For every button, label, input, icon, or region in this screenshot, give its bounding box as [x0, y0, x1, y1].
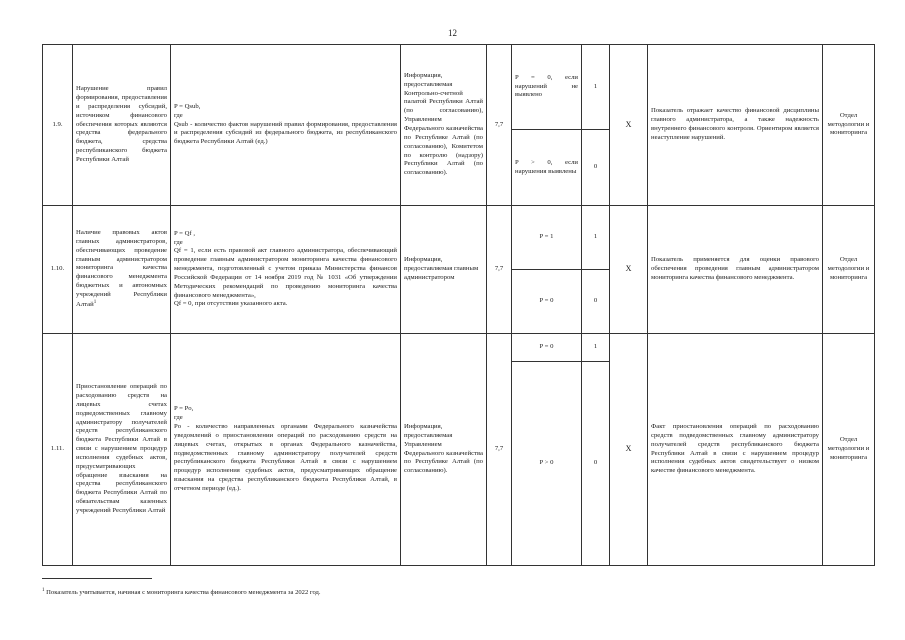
condition-score: 0 [582, 362, 610, 566]
indicator-formula: P = Po, где Po - количество направленных органами Федерального казначейства уведомлений о приостановлении операций по расходованию средств на лицевых счетах, открытых в органах Федерального казначейства, подведомственных главному администратору получателей средств республиканского бюджета Республики Алтай в связи с нарушением процедур исполнения судебных актов, предусматривающих обращение взыскания на средства республиканского бюджета Республики Алтай, в отчетном периоде (ед.). [171, 334, 401, 566]
indicator-name: Приостановление операций по расходованию средств на лицевых счетах подведомственных главному администратору получателей средств республиканского бюджета Республики Алтай в связи с нарушением процедур исполнения судебных актов, предусматривающих обращение взыскания на средства республиканского бюджета Республики Алтай по обязательствам казенных учреждений Республики Алтай [73, 334, 171, 566]
row-number: 1.9. [43, 45, 73, 206]
indicator-weight: 7,7 [487, 45, 512, 206]
indicator-formula: P = Qf , где Qf = 1, если есть правовой акт главного администратора, обеспечивающий проведение главным администратором мониторинга качества финансового менеджмента, подготовленный с учетом приказа Министерства финансов Российской Федерации от 14 ноября 2019 год № 1031 «Об утверждении Методических рекомендаций по проведению мониторинга качества финансового менеджмента», Qf = 0, при отсутствии указанного акта. [171, 206, 401, 334]
indicator-comment: Показатель отражает качество финансовой дисциплины главного администратора, а также надежность внутреннего финансового контроля. Ориентиром является неаступление нарушений. [648, 45, 823, 206]
condition-score: 1 [582, 206, 610, 270]
responsible-unit: Отдел методологии и мониторинга [823, 45, 875, 206]
indicator-formula: P = Qsub, где Qsub - количество фактов нарушений правил формирования, предоставления и распределения субсидий из федерального бюджета, из республиканского бюджета Республики Алтай (ед.) [171, 45, 401, 206]
x-mark: X [610, 45, 648, 206]
indicator-source: Информация, предоставляемая Управлением Федерального казначейства по Республике Алтай (по согласованию). [401, 334, 487, 566]
row-number: 1.11. [43, 334, 73, 566]
indicator-source: Информация, предоставляемая Контрольно-счетной палатой Республики Алтай (по согласованию), Управлением Федерального казначейства по Республике Алтай (по согласованию), Комитетом по контролю (надзору) Республики Алтай (по согласованию). [401, 45, 487, 206]
indicator-source: Информация, предоставляемая главным администратором [401, 206, 487, 334]
footnote: $^1$ Показатель учитывается, начиная с мониторинга качества финансового менеджмента за 2022 год. [42, 588, 321, 597]
footnote-separator [42, 578, 152, 579]
condition: P = 0, если нарушений не выявлено [512, 45, 582, 130]
table-row [43, 334, 875, 362]
x-mark: X [610, 334, 648, 566]
condition: P > 0 [512, 362, 582, 566]
condition: P = 0 [512, 270, 582, 334]
table-row [43, 206, 875, 270]
page-number: 12 [448, 28, 457, 38]
row-number: 1.10. [43, 206, 73, 334]
indicators-table [42, 44, 875, 566]
indicator-name: Наличие правовых актов главных администраторов, обеспечивающих проведение главным администратором мониторинга качества финансового менеджмента бюджетных и автономных учреждений Республики Алтай$^1$ [73, 206, 171, 334]
x-mark: X [610, 206, 648, 334]
table-row [43, 45, 875, 130]
condition: P > 0, если нарушения выявлены [512, 130, 582, 206]
indicator-weight: 7,7 [487, 206, 512, 334]
responsible-unit: Отдел методологии и мониторинга [823, 206, 875, 334]
condition: P = 0 [512, 334, 582, 362]
responsible-unit: Отдел методологии и мониторинга [823, 334, 875, 566]
condition-score: 1 [582, 45, 610, 130]
indicator-comment: Показатель применяется для оценки правового обеспечения проведения главным администратором мониторинга качества финансового менеджмента. [648, 206, 823, 334]
indicator-name: Нарушение правил формирования, предоставления и распределения субсидий, источником финансового обеспечения которых являются средства федерального бюджета, средства республиканского бюджета Республики Алтай [73, 45, 171, 206]
condition-score: 0 [582, 130, 610, 206]
indicator-weight: 7,7 [487, 334, 512, 566]
indicator-comment: Факт приостановления операций по расходованию средств подведомственных главному администратору получателей средств республиканского бюджета Республики Алтай в связи с нарушением процедур исполнения судебных актов свидетельствует о низком качестве финансового менеджмента. [648, 334, 823, 566]
condition-score: 0 [582, 270, 610, 334]
condition-score: 1 [582, 334, 610, 362]
condition: P = 1 [512, 206, 582, 270]
